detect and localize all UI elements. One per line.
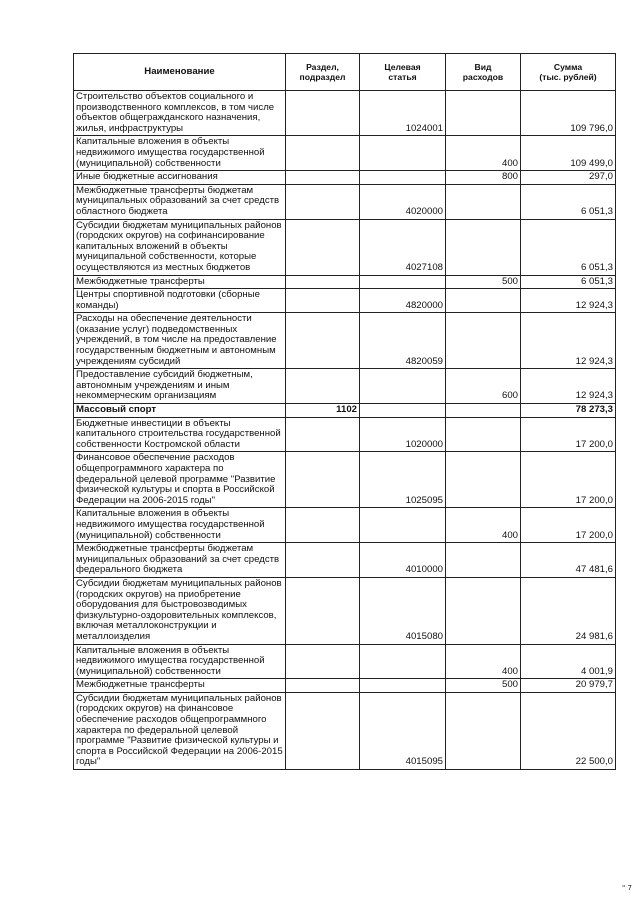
- cell-section: [286, 452, 360, 508]
- budget-page: [73, 53, 615, 770]
- header-section: Раздел, подраздел: [286, 54, 360, 91]
- cell-name: Иные бюджетные ассигнования: [74, 171, 286, 185]
- table-row: [74, 313, 616, 369]
- table-row: [74, 184, 616, 219]
- table-row: [74, 543, 616, 578]
- cell-section: [286, 184, 360, 219]
- table-row: [74, 577, 616, 644]
- table-row: [74, 679, 616, 693]
- cell-section: [286, 136, 360, 171]
- cell-article: [360, 508, 446, 543]
- cell-article: 4010000: [360, 543, 446, 578]
- cell-expense: 400: [446, 136, 521, 171]
- cell-section: [286, 508, 360, 543]
- cell-expense: [446, 289, 521, 313]
- cell-article: [360, 171, 446, 185]
- cell-article: [360, 369, 446, 404]
- cell-expense: [446, 404, 521, 418]
- cell-sum: 47 481,6: [521, 543, 616, 578]
- cell-section: [286, 577, 360, 644]
- cell-expense: 500: [446, 275, 521, 289]
- table-row: [74, 452, 616, 508]
- cell-section: [286, 275, 360, 289]
- cell-article: 1024001: [360, 91, 446, 136]
- cell-expense: [446, 417, 521, 452]
- table-body: [74, 91, 616, 770]
- table-row: [74, 369, 616, 404]
- cell-sum: 109 796,0: [521, 91, 616, 136]
- cell-expense: [446, 219, 521, 275]
- cell-section: [286, 289, 360, 313]
- cell-sum: 109 499,0: [521, 136, 616, 171]
- cell-expense: 400: [446, 508, 521, 543]
- cell-expense: [446, 184, 521, 219]
- cell-sum: 17 200,0: [521, 417, 616, 452]
- cell-sum: 6 051,3: [521, 184, 616, 219]
- cell-sum: 22 500,0: [521, 692, 616, 769]
- cell-section: [286, 679, 360, 693]
- cell-section: [286, 313, 360, 369]
- cell-section: 1102: [286, 404, 360, 418]
- cell-article: [360, 679, 446, 693]
- cell-sum: 12 924,3: [521, 369, 616, 404]
- table-row: [74, 91, 616, 136]
- cell-article: [360, 136, 446, 171]
- cell-article: 4820059: [360, 313, 446, 369]
- cell-section: [286, 644, 360, 679]
- cell-section: [286, 219, 360, 275]
- cell-article: [360, 404, 446, 418]
- cell-name: Финансовое обеспечение расходов общепрограммного характера по федеральной целевой программе "Развитие физической культуры и спорта в Российской Федерации на 2006-2015 годы": [74, 452, 286, 508]
- cell-name: Межбюджетные трансферты: [74, 275, 286, 289]
- cell-expense: 600: [446, 369, 521, 404]
- page-corner-mark: " 7: [622, 884, 632, 892]
- table-row: [74, 136, 616, 171]
- cell-article: 4015095: [360, 692, 446, 769]
- cell-article: [360, 644, 446, 679]
- cell-section: [286, 543, 360, 578]
- cell-expense: [446, 543, 521, 578]
- cell-name: Массовый спорт: [74, 404, 286, 418]
- cell-name: Строительство объектов социального и производственного комплексов, в том числе объектов общегражданского назначения, жилья, инфраструктуры: [74, 91, 286, 136]
- cell-expense: [446, 692, 521, 769]
- cell-name: Субсидии бюджетам муниципальных районов (городских округов) на финансовое обеспечение расходов общепрограммного характера по федеральной целевой программе "Развитие физической культуры и спорта в Российской Федерации на 2006-2015 годы": [74, 692, 286, 769]
- budget-table: [73, 53, 616, 770]
- cell-sum: 12 924,3: [521, 313, 616, 369]
- cell-sum: 12 924,3: [521, 289, 616, 313]
- table-row: [74, 275, 616, 289]
- cell-article: 4820000: [360, 289, 446, 313]
- cell-section: [286, 692, 360, 769]
- cell-name: Межбюджетные трансферты бюджетам муниципальных образований за счет средств областного бюджета: [74, 184, 286, 219]
- cell-section: [286, 91, 360, 136]
- table-row: [74, 508, 616, 543]
- table-row: [74, 417, 616, 452]
- cell-expense: 500: [446, 679, 521, 693]
- table-row: [74, 171, 616, 185]
- table-row: [74, 692, 616, 769]
- header-name: Наименование: [74, 54, 286, 91]
- cell-section: [286, 171, 360, 185]
- cell-name: Предоставление субсидий бюджетным, автономным учреждениям и иным некоммерческим организациям: [74, 369, 286, 404]
- cell-name: Субсидии бюджетам муниципальных районов (городских округов) на приобретение оборудования для быстровозводимых физкультурно-оздоровительных комплексов, включая металлоконструкции и металлоизделия: [74, 577, 286, 644]
- cell-name: Капитальные вложения в объекты недвижимого имущества государственной (муниципальной) собственности: [74, 136, 286, 171]
- cell-expense: [446, 313, 521, 369]
- cell-article: 1020000: [360, 417, 446, 452]
- cell-section: [286, 369, 360, 404]
- table-row: [74, 644, 616, 679]
- cell-section: [286, 417, 360, 452]
- cell-name: Субсидии бюджетам муниципальных районов (городских округов) на софинансирование капитальных вложений в объекты муниципальной собственности, которые осуществляются из местных бюджетов: [74, 219, 286, 275]
- cell-name: Межбюджетные трансферты: [74, 679, 286, 693]
- cell-name: Бюджетные инвестиции в объекты капитального строительства государственной собственности Костромской области: [74, 417, 286, 452]
- table-row: [74, 219, 616, 275]
- cell-expense: [446, 577, 521, 644]
- header-expense: Вид расходов: [446, 54, 521, 91]
- cell-name: Капитальные вложения в объекты недвижимого имущества государственной (муниципальной) собственности: [74, 508, 286, 543]
- cell-sum: 17 200,0: [521, 452, 616, 508]
- cell-article: [360, 275, 446, 289]
- cell-name: Центры спортивной подготовки (сборные команды): [74, 289, 286, 313]
- table-row: [74, 289, 616, 313]
- cell-expense: [446, 91, 521, 136]
- cell-article: 4027108: [360, 219, 446, 275]
- header-sum: Сумма (тыс. рублей): [521, 54, 616, 91]
- header-row: [74, 54, 616, 91]
- cell-sum: 20 979,7: [521, 679, 616, 693]
- cell-article: 4020000: [360, 184, 446, 219]
- cell-sum: 17 200,0: [521, 508, 616, 543]
- cell-sum: 4 001,9: [521, 644, 616, 679]
- cell-name: Расходы на обеспечение деятельности (оказание услуг) подведомственных учреждений, в том числе на предоставление государственным бюджетным и автономным учреждениям субсидий: [74, 313, 286, 369]
- cell-expense: 800: [446, 171, 521, 185]
- cell-article: 1025095: [360, 452, 446, 508]
- cell-name: Капитальные вложения в объекты недвижимого имущества государственной (муниципальной) собственности: [74, 644, 286, 679]
- cell-name: Межбюджетные трансферты бюджетам муниципальных образований за счет средств федерального бюджета: [74, 543, 286, 578]
- cell-sum: 78 273,3: [521, 404, 616, 418]
- cell-expense: 400: [446, 644, 521, 679]
- header-article: Целевая статья: [360, 54, 446, 91]
- cell-sum: 24 981,6: [521, 577, 616, 644]
- cell-expense: [446, 452, 521, 508]
- table-row: [74, 404, 616, 418]
- cell-article: 4015080: [360, 577, 446, 644]
- cell-sum: 297,0: [521, 171, 616, 185]
- cell-sum: 6 051,3: [521, 219, 616, 275]
- cell-sum: 6 051,3: [521, 275, 616, 289]
